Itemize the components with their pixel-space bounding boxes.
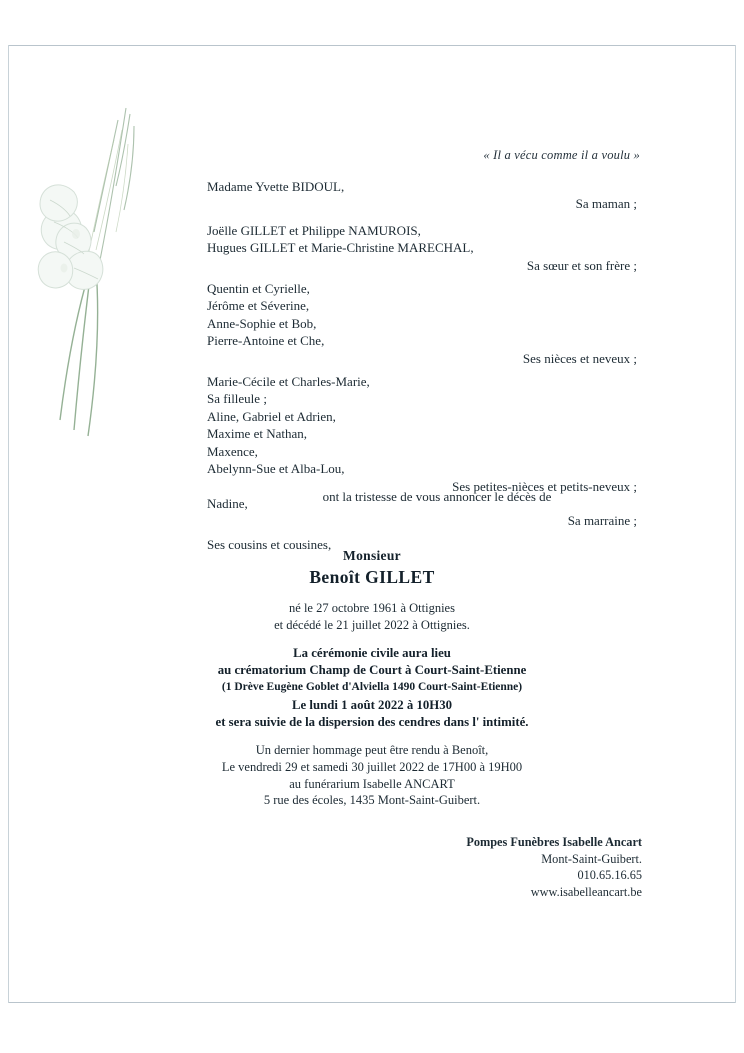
family-line: Abelynn-Sue et Alba-Lou, xyxy=(207,461,345,477)
ceremony-line-5: et sera suivie de la dispersion des cendres dans l' intimité. xyxy=(215,714,529,729)
family-line: Anne-Sophie et Bob, xyxy=(207,315,317,331)
birth-line: né le 27 octobre 1961 à Ottignies xyxy=(289,601,455,615)
life-dates xyxy=(172,600,572,633)
family-line: Aline, Gabriel et Adrien, xyxy=(207,408,336,424)
family-role: Ses petites-nièces et petits-neveux ; xyxy=(452,478,637,494)
family-role: Sa maman ; xyxy=(575,196,637,212)
homage-line-2: Le vendredi 29 et samedi 30 juillet 2022 de 17H00 à 19H00 xyxy=(221,759,523,774)
family-line: Marie-Cécile et Charles-Marie, xyxy=(207,374,370,390)
family-line: Nadine, xyxy=(207,495,248,511)
family-line: Pierre-Antoine et Che, xyxy=(207,333,325,349)
family-line: Hugues GILLET et Marie-Christine MARECHAL, xyxy=(207,240,474,256)
ceremony-line-1: La cérémonie civile aura lieu xyxy=(293,646,451,660)
family-line: Jérôme et Séverine, xyxy=(207,298,310,314)
funeral-home-city: Mont-Saint-Guibert. xyxy=(541,851,642,866)
family-line: Joëlle GILLET et Philippe NAMUROIS, xyxy=(207,222,421,238)
deceased-title: Monsieur xyxy=(343,548,401,563)
family-line: Ses cousins et cousines, xyxy=(207,536,332,552)
funeral-home-name: Pompes Funèbres Isabelle Ancart xyxy=(466,835,642,849)
ceremony-details xyxy=(132,645,612,731)
death-line: et décédé le 21 juillet 2022 à Ottignies. xyxy=(274,617,470,632)
deceased-block xyxy=(172,548,572,588)
family-role: Ses nièces et neveux ; xyxy=(522,350,637,366)
funeral-home-block xyxy=(330,834,642,900)
family-role: Sa sœur et son frère ; xyxy=(526,257,637,273)
ceremony-address: (1 Drève Eugène Goblet d'Alviella 1490 Court-Saint-Etienne) xyxy=(221,681,523,694)
family-line: Madame Yvette BIDOUL, xyxy=(207,179,345,194)
homage-line-3: au funérarium Isabelle ANCART xyxy=(289,776,455,791)
family-line: Maxime et Nathan, xyxy=(207,426,307,442)
family-line: Maxence, xyxy=(207,443,258,459)
homage-line-1: Un dernier hommage peut être rendu à Benoît, xyxy=(255,743,489,757)
family-line: Sa filleule ; xyxy=(207,391,267,407)
announcement-text: ont la tristesse de vous annoncer le décès de xyxy=(322,489,552,504)
ceremony-line-2: au crématorium Champ de Court à Court-Saint-Etienne xyxy=(217,663,527,678)
family-role: Sa marraine ; xyxy=(567,513,637,529)
epitaph-quote: « Il a vécu comme il a voulu » xyxy=(483,148,640,162)
ceremony-datetime: Le lundi 1 août 2022 à 10H30 xyxy=(292,697,452,712)
homage-details xyxy=(132,742,612,809)
funeral-home-website: www.isabelleancart.be xyxy=(530,884,642,899)
funeral-home-phone: 010.65.16.65 xyxy=(577,868,642,882)
homage-address: 5 rue des écoles, 1435 Mont-Saint-Guibert. xyxy=(263,793,481,808)
family-line: Quentin et Cyrielle, xyxy=(207,281,310,297)
deceased-name: Benoît GILLET xyxy=(309,567,435,587)
